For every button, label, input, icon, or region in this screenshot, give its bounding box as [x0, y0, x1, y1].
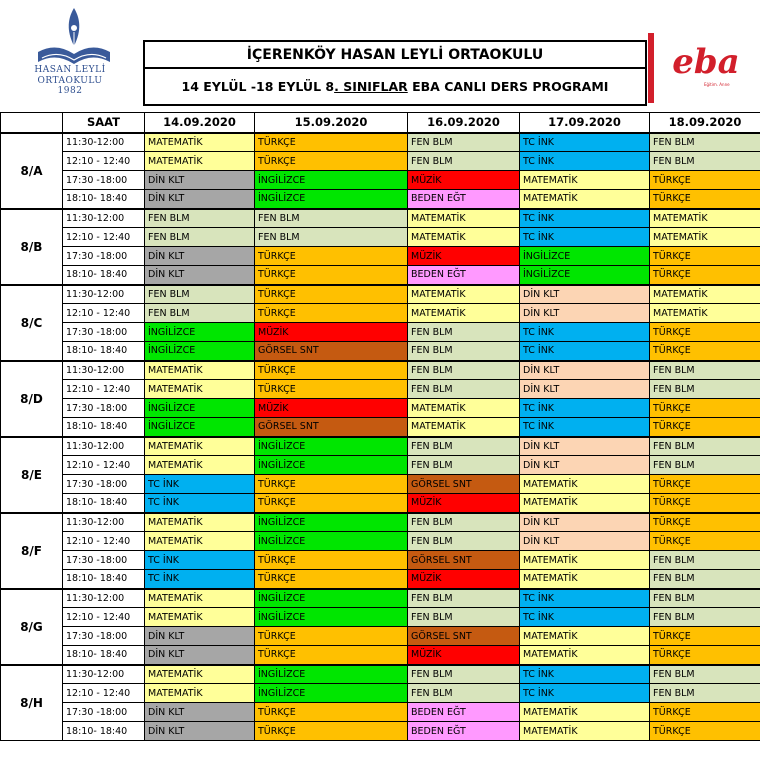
- time-cell: 17:30 -18:00: [63, 247, 145, 266]
- lesson-cell: MÜZİK: [408, 171, 520, 190]
- lesson-cell: DİN KLT: [145, 190, 255, 209]
- time-cell: 12:10 - 12:40: [63, 608, 145, 627]
- time-cell: 17:30 -18:00: [63, 399, 145, 418]
- lesson-cell: TÜRKÇE: [650, 323, 760, 342]
- lesson-cell: İNGİLİZCE: [255, 190, 408, 209]
- lesson-cell: TC İNK: [145, 551, 255, 570]
- class-label: 8/F: [1, 513, 63, 589]
- lesson-cell: TÜRKÇE: [255, 285, 408, 304]
- table-row: [1, 399, 760, 418]
- lesson-cell: MATEMATİK: [650, 209, 760, 228]
- header-date: 15.09.2020: [255, 113, 408, 133]
- lesson-cell: FEN BLM: [408, 456, 520, 475]
- lesson-cell: FEN BLM: [650, 133, 760, 152]
- lesson-cell: FEN BLM: [408, 133, 520, 152]
- time-cell: 11:30-12:00: [63, 665, 145, 684]
- time-cell: 11:30-12:00: [63, 133, 145, 152]
- lesson-cell: MATEMATİK: [145, 589, 255, 608]
- time-cell: 18:10- 18:40: [63, 418, 145, 437]
- lesson-cell: TÜRKÇE: [255, 133, 408, 152]
- lesson-cell: MATEMATİK: [145, 437, 255, 456]
- lesson-cell: İNGİLİZCE: [145, 399, 255, 418]
- lesson-cell: TC İNK: [520, 133, 650, 152]
- lesson-cell: MATEMATİK: [145, 665, 255, 684]
- lesson-cell: TC İNK: [520, 209, 650, 228]
- lesson-cell: TÜRKÇE: [255, 475, 408, 494]
- time-cell: 12:10 - 12:40: [63, 684, 145, 703]
- subtitle-underlined: . SINIFLAR: [334, 79, 408, 94]
- time-cell: 17:30 -18:00: [63, 703, 145, 722]
- table-row: [1, 133, 760, 152]
- lesson-cell: FEN BLM: [145, 228, 255, 247]
- lesson-cell: TC İNK: [145, 570, 255, 589]
- table-row: [1, 209, 760, 228]
- lesson-cell: DİN KLT: [520, 361, 650, 380]
- lesson-cell: İNGİLİZCE: [255, 608, 408, 627]
- lesson-cell: TÜRKÇE: [255, 551, 408, 570]
- table-row: [1, 722, 760, 741]
- class-label: 8/B: [1, 209, 63, 285]
- time-cell: 18:10- 18:40: [63, 646, 145, 665]
- lesson-cell: TÜRKÇE: [255, 361, 408, 380]
- eba-red-bar: [648, 33, 654, 103]
- time-cell: 18:10- 18:40: [63, 342, 145, 361]
- lesson-cell: FEN BLM: [650, 380, 760, 399]
- time-cell: 17:30 -18:00: [63, 551, 145, 570]
- time-cell: 18:10- 18:40: [63, 266, 145, 285]
- lesson-cell: İNGİLİZCE: [145, 323, 255, 342]
- time-cell: 11:30-12:00: [63, 285, 145, 304]
- lesson-cell: FEN BLM: [408, 323, 520, 342]
- lesson-cell: DİN KLT: [520, 513, 650, 532]
- table-row: [1, 665, 760, 684]
- page-title: İÇERENKÖY HASAN LEYLİ ORTAOKULU: [145, 42, 645, 69]
- lesson-cell: İNGİLİZCE: [255, 665, 408, 684]
- lesson-cell: FEN BLM: [650, 684, 760, 703]
- school-logo-year: 1982: [57, 86, 83, 96]
- lesson-cell: TÜRKÇE: [650, 722, 760, 741]
- lesson-cell: TÜRKÇE: [255, 722, 408, 741]
- lesson-cell: MATEMATİK: [145, 456, 255, 475]
- class-label: 8/E: [1, 437, 63, 513]
- lesson-cell: FEN BLM: [255, 209, 408, 228]
- lesson-cell: FEN BLM: [145, 304, 255, 323]
- lesson-cell: TÜRKÇE: [255, 646, 408, 665]
- lesson-cell: GÖRSEL SNT: [408, 475, 520, 494]
- lesson-cell: İNGİLİZCE: [255, 437, 408, 456]
- lesson-cell: TÜRKÇE: [650, 342, 760, 361]
- schedule-body: [1, 133, 760, 741]
- lesson-cell: MATEMATİK: [520, 190, 650, 209]
- lesson-cell: TC İNK: [520, 342, 650, 361]
- lesson-cell: İNGİLİZCE: [255, 684, 408, 703]
- lesson-cell: DİN KLT: [520, 456, 650, 475]
- lesson-cell: FEN BLM: [408, 361, 520, 380]
- lesson-cell: BEDEN EĞT: [408, 190, 520, 209]
- table-row: [1, 684, 760, 703]
- time-cell: 12:10 - 12:40: [63, 456, 145, 475]
- lesson-cell: TC İNK: [145, 494, 255, 513]
- time-cell: 12:10 - 12:40: [63, 532, 145, 551]
- time-cell: 11:30-12:00: [63, 513, 145, 532]
- header-date: 18.09.2020: [650, 113, 760, 133]
- lesson-cell: FEN BLM: [408, 665, 520, 684]
- table-row: [1, 152, 760, 171]
- header-saat: SAAT: [63, 113, 145, 133]
- lesson-cell: GÖRSEL SNT: [255, 418, 408, 437]
- lesson-cell: DİN KLT: [145, 247, 255, 266]
- lesson-cell: MATEMATİK: [650, 285, 760, 304]
- lesson-cell: FEN BLM: [650, 551, 760, 570]
- table-row: [1, 608, 760, 627]
- lesson-cell: TÜRKÇE: [255, 380, 408, 399]
- lesson-cell: FEN BLM: [650, 608, 760, 627]
- table-row: [1, 551, 760, 570]
- lesson-cell: İNGİLİZCE: [255, 513, 408, 532]
- table-row: [1, 646, 760, 665]
- lesson-cell: TC İNK: [520, 399, 650, 418]
- lesson-cell: İNGİLİZCE: [255, 532, 408, 551]
- lesson-cell: DİN KLT: [145, 171, 255, 190]
- lesson-cell: DİN KLT: [520, 380, 650, 399]
- lesson-cell: FEN BLM: [650, 152, 760, 171]
- time-cell: 12:10 - 12:40: [63, 152, 145, 171]
- lesson-cell: TÜRKÇE: [255, 247, 408, 266]
- header-row: [1, 113, 760, 133]
- lesson-cell: DİN KLT: [520, 285, 650, 304]
- lesson-cell: MATEMATİK: [520, 494, 650, 513]
- schedule-table: [0, 112, 760, 741]
- time-cell: 12:10 - 12:40: [63, 380, 145, 399]
- lesson-cell: MATEMATİK: [520, 171, 650, 190]
- lesson-cell: MATEMATİK: [408, 399, 520, 418]
- time-cell: 18:10- 18:40: [63, 570, 145, 589]
- lesson-cell: TÜRKÇE: [255, 703, 408, 722]
- lesson-cell: TC İNK: [520, 152, 650, 171]
- table-row: [1, 494, 760, 513]
- lesson-cell: MÜZİK: [408, 570, 520, 589]
- class-label: 8/C: [1, 285, 63, 361]
- lesson-cell: TÜRKÇE: [650, 494, 760, 513]
- page-subtitle: [145, 69, 645, 104]
- school-logo-line2: ORTAOKULU: [37, 76, 103, 86]
- time-cell: 11:30-12:00: [63, 437, 145, 456]
- lesson-cell: FEN BLM: [650, 570, 760, 589]
- lesson-cell: MATEMATİK: [650, 228, 760, 247]
- table-row: [1, 456, 760, 475]
- lesson-cell: İNGİLİZCE: [255, 456, 408, 475]
- time-cell: 18:10- 18:40: [63, 190, 145, 209]
- header-date: 17.09.2020: [520, 113, 650, 133]
- header-date: 16.09.2020: [408, 113, 520, 133]
- time-cell: 17:30 -18:00: [63, 627, 145, 646]
- lesson-cell: İNGİLİZCE: [520, 266, 650, 285]
- lesson-cell: MATEMATİK: [145, 608, 255, 627]
- class-label: 8/G: [1, 589, 63, 665]
- lesson-cell: MATEMATİK: [520, 627, 650, 646]
- lesson-cell: MATEMATİK: [520, 551, 650, 570]
- lesson-cell: TÜRKÇE: [255, 570, 408, 589]
- lesson-cell: MATEMATİK: [520, 722, 650, 741]
- time-cell: 11:30-12:00: [63, 589, 145, 608]
- lesson-cell: DİN KLT: [520, 304, 650, 323]
- lesson-cell: FEN BLM: [408, 342, 520, 361]
- lesson-cell: MÜZİK: [255, 323, 408, 342]
- lesson-cell: DİN KLT: [145, 646, 255, 665]
- lesson-cell: MATEMATİK: [145, 133, 255, 152]
- eba-logo-tagline: Eğitim. Anne: [704, 82, 730, 87]
- lesson-cell: İNGİLİZCE: [520, 247, 650, 266]
- lesson-cell: FEN BLM: [408, 684, 520, 703]
- time-cell: 18:10- 18:40: [63, 494, 145, 513]
- lesson-cell: GÖRSEL SNT: [408, 627, 520, 646]
- lesson-cell: TC İNK: [520, 589, 650, 608]
- eba-logo-text: eba: [672, 42, 740, 82]
- lesson-cell: MATEMATİK: [145, 684, 255, 703]
- lesson-cell: DİN KLT: [145, 703, 255, 722]
- time-cell: 17:30 -18:00: [63, 475, 145, 494]
- title-box: [143, 40, 647, 106]
- lesson-cell: FEN BLM: [408, 608, 520, 627]
- lesson-cell: MATEMATİK: [145, 361, 255, 380]
- header: [0, 0, 760, 112]
- lesson-cell: DİN KLT: [520, 532, 650, 551]
- lesson-cell: BEDEN EĞT: [408, 703, 520, 722]
- table-row: [1, 323, 760, 342]
- lesson-cell: FEN BLM: [145, 285, 255, 304]
- lesson-cell: İNGİLİZCE: [255, 589, 408, 608]
- lesson-cell: TÜRKÇE: [650, 627, 760, 646]
- lesson-cell: TÜRKÇE: [255, 304, 408, 323]
- lesson-cell: FEN BLM: [650, 665, 760, 684]
- eba-logo: [656, 42, 756, 98]
- lesson-cell: İNGİLİZCE: [145, 342, 255, 361]
- lesson-cell: MATEMATİK: [408, 418, 520, 437]
- table-row: [1, 532, 760, 551]
- table-row: [1, 570, 760, 589]
- class-label: 8/H: [1, 665, 63, 741]
- lesson-cell: TÜRKÇE: [650, 513, 760, 532]
- lesson-cell: İNGİLİZCE: [145, 418, 255, 437]
- table-row: [1, 304, 760, 323]
- lesson-cell: TÜRKÇE: [650, 171, 760, 190]
- time-cell: 17:30 -18:00: [63, 323, 145, 342]
- table-row: [1, 703, 760, 722]
- table-row: [1, 437, 760, 456]
- lesson-cell: TC İNK: [145, 475, 255, 494]
- lesson-cell: MATEMATİK: [520, 703, 650, 722]
- table-row: [1, 190, 760, 209]
- subtitle-pre: 14 EYLÜL -18 EYLÜL 8: [181, 79, 335, 94]
- table-row: [1, 513, 760, 532]
- header-date: 14.09.2020: [145, 113, 255, 133]
- lesson-cell: FEN BLM: [408, 513, 520, 532]
- lesson-cell: MATEMATİK: [650, 304, 760, 323]
- subtitle-post: EBA CANLI DERS PROGRAMI: [407, 79, 609, 94]
- lesson-cell: BEDEN EĞT: [408, 722, 520, 741]
- lesson-cell: TC İNK: [520, 228, 650, 247]
- lesson-cell: FEN BLM: [408, 589, 520, 608]
- lesson-cell: MÜZİK: [408, 247, 520, 266]
- table-row: [1, 418, 760, 437]
- lesson-cell: MATEMATİK: [408, 209, 520, 228]
- lesson-cell: FEN BLM: [408, 437, 520, 456]
- lesson-cell: DİN KLT: [145, 722, 255, 741]
- time-cell: 12:10 - 12:40: [63, 304, 145, 323]
- table-row: [1, 342, 760, 361]
- lesson-cell: TÜRKÇE: [650, 247, 760, 266]
- table-row: [1, 266, 760, 285]
- lesson-cell: İNGİLİZCE: [255, 171, 408, 190]
- lesson-cell: GÖRSEL SNT: [255, 342, 408, 361]
- lesson-cell: FEN BLM: [408, 152, 520, 171]
- lesson-cell: TÜRKÇE: [255, 494, 408, 513]
- time-cell: 12:10 - 12:40: [63, 228, 145, 247]
- lesson-cell: TC İNK: [520, 608, 650, 627]
- class-label: 8/A: [1, 133, 63, 209]
- lesson-cell: TÜRKÇE: [650, 703, 760, 722]
- lesson-cell: TC İNK: [520, 418, 650, 437]
- table-row: [1, 589, 760, 608]
- lesson-cell: FEN BLM: [408, 380, 520, 399]
- lesson-cell: FEN BLM: [650, 361, 760, 380]
- lesson-cell: BEDEN EĞT: [408, 266, 520, 285]
- time-cell: 17:30 -18:00: [63, 171, 145, 190]
- lesson-cell: TÜRKÇE: [650, 266, 760, 285]
- lesson-cell: TÜRKÇE: [650, 532, 760, 551]
- table-row: [1, 475, 760, 494]
- lesson-cell: MATEMATİK: [408, 285, 520, 304]
- lesson-cell: GÖRSEL SNT: [408, 551, 520, 570]
- lesson-cell: MATEMATİK: [145, 532, 255, 551]
- table-row: [1, 247, 760, 266]
- lesson-cell: TC İNK: [520, 323, 650, 342]
- time-cell: 18:10- 18:40: [63, 722, 145, 741]
- lesson-cell: MÜZİK: [408, 646, 520, 665]
- lesson-cell: MATEMATİK: [520, 570, 650, 589]
- lesson-cell: FEN BLM: [145, 209, 255, 228]
- table-row: [1, 380, 760, 399]
- school-logo-line1: HASAN LEYLİ: [34, 65, 106, 75]
- lesson-cell: MATEMATİK: [145, 152, 255, 171]
- table-row: [1, 627, 760, 646]
- lesson-cell: TÜRKÇE: [255, 627, 408, 646]
- table-row: [1, 361, 760, 380]
- lesson-cell: MÜZİK: [408, 494, 520, 513]
- table-row: [1, 285, 760, 304]
- lesson-cell: FEN BLM: [650, 456, 760, 475]
- lesson-cell: MATEMATİK: [145, 380, 255, 399]
- lesson-cell: FEN BLM: [255, 228, 408, 247]
- lesson-cell: TC İNK: [520, 665, 650, 684]
- lesson-cell: DİN KLT: [520, 437, 650, 456]
- time-cell: 11:30-12:00: [63, 361, 145, 380]
- lesson-cell: TÜRKÇE: [650, 475, 760, 494]
- lesson-cell: MATEMATİK: [520, 475, 650, 494]
- lesson-cell: TÜRKÇE: [650, 399, 760, 418]
- lesson-cell: MATEMATİK: [145, 513, 255, 532]
- lesson-cell: MATEMATİK: [520, 646, 650, 665]
- lesson-cell: MATEMATİK: [408, 228, 520, 247]
- lesson-cell: FEN BLM: [650, 589, 760, 608]
- lesson-cell: FEN BLM: [408, 532, 520, 551]
- table-row: [1, 228, 760, 247]
- lesson-cell: TÜRKÇE: [255, 152, 408, 171]
- lesson-cell: MÜZİK: [255, 399, 408, 418]
- lesson-cell: TÜRKÇE: [650, 190, 760, 209]
- lesson-cell: TÜRKÇE: [650, 418, 760, 437]
- lesson-cell: MATEMATİK: [408, 304, 520, 323]
- lesson-cell: FEN BLM: [650, 437, 760, 456]
- class-label: 8/D: [1, 361, 63, 437]
- lesson-cell: DİN KLT: [145, 266, 255, 285]
- table-row: [1, 171, 760, 190]
- lesson-cell: TÜRKÇE: [650, 646, 760, 665]
- lesson-cell: TC İNK: [520, 684, 650, 703]
- time-cell: 11:30-12:00: [63, 209, 145, 228]
- header-class-cell: [1, 113, 63, 133]
- lesson-cell: DİN KLT: [145, 627, 255, 646]
- lesson-cell: TÜRKÇE: [255, 266, 408, 285]
